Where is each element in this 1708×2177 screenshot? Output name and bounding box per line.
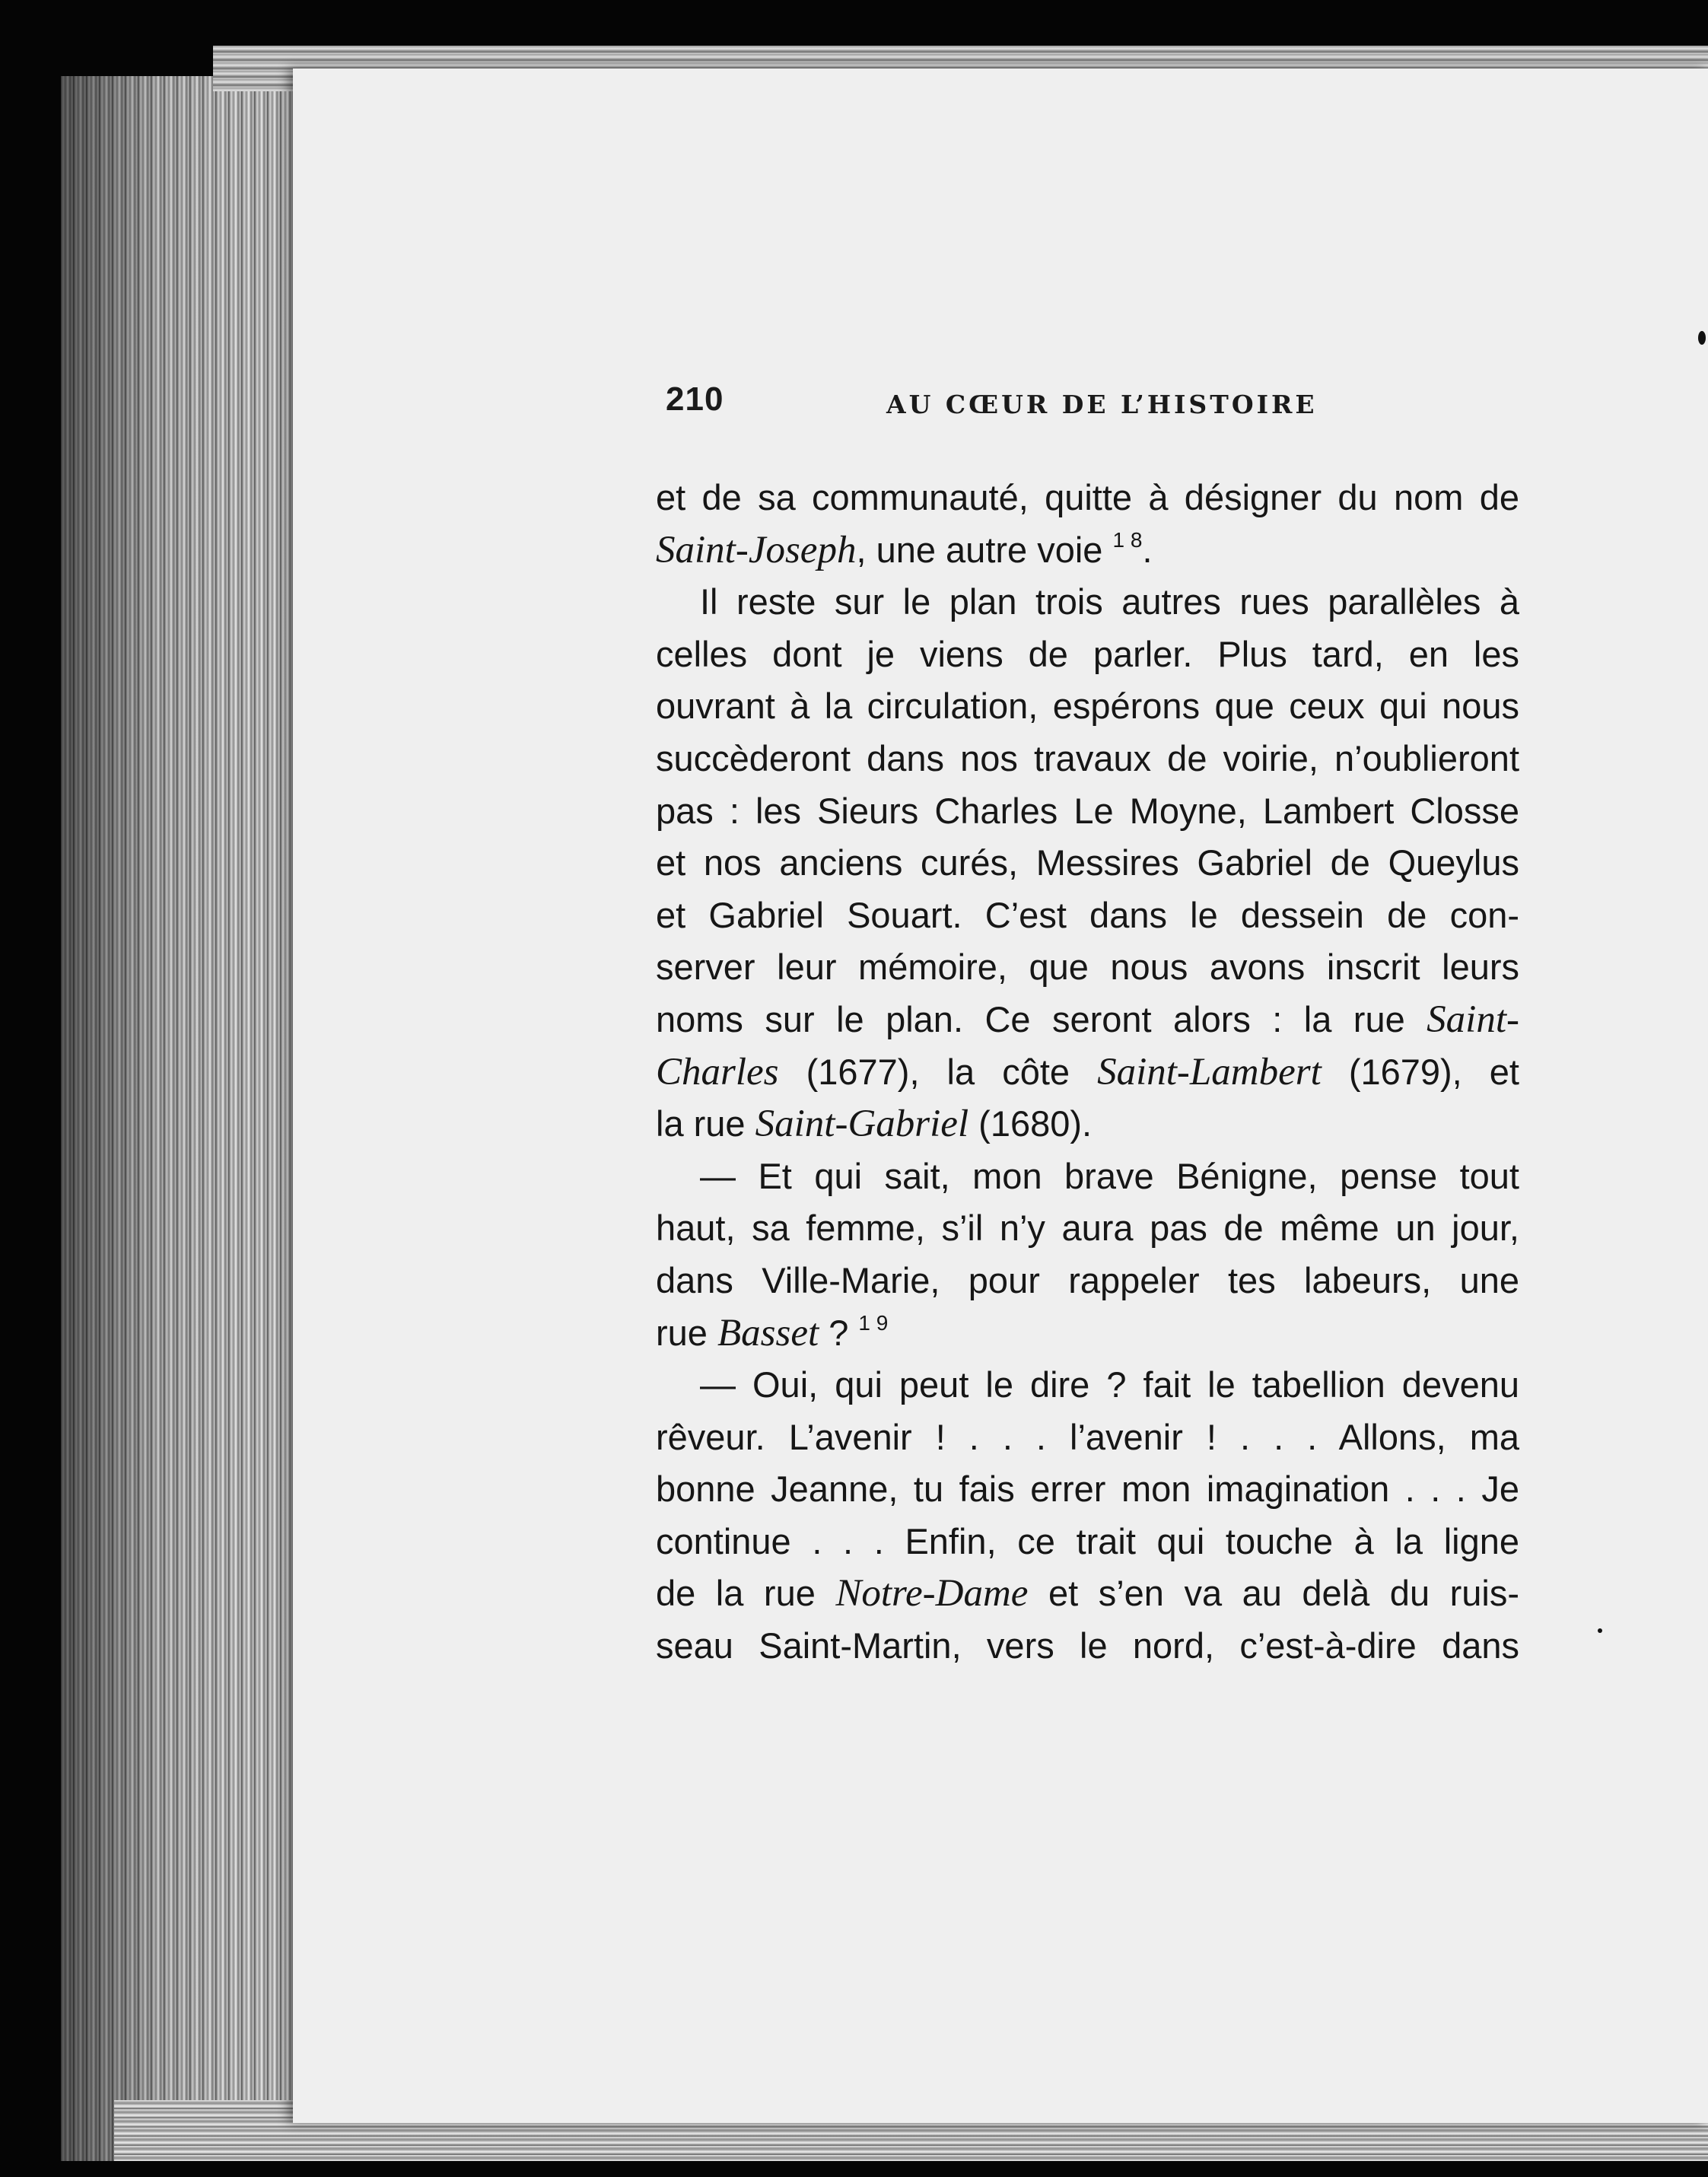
text-run: noms sur le plan. Ce seront alors : la rue xyxy=(656,998,1427,1039)
text-line xyxy=(656,1202,1519,1255)
text-line xyxy=(656,837,1519,890)
text-line xyxy=(656,1568,1519,1620)
text-line xyxy=(656,1255,1519,1307)
ink-speck xyxy=(1698,331,1706,345)
text-line xyxy=(656,1046,1519,1099)
text-run: rêveur. L’avenir ! . . . l’avenir ! . . . Allons, ma xyxy=(656,1416,1519,1457)
italic-street-name: Charles xyxy=(656,1050,779,1093)
text-run: haut, sa femme, s’il n’y aura pas de même un jour, xyxy=(656,1208,1519,1249)
text-run: celles dont je viens de parler. Plus tard, en les xyxy=(656,633,1519,674)
text-run: de la rue xyxy=(656,1573,836,1614)
text-run: server leur mémoire, que nous avons inscrit leurs xyxy=(656,947,1519,988)
text-line xyxy=(656,994,1519,1046)
text-line xyxy=(656,629,1519,681)
text-line xyxy=(656,576,1519,629)
text-run: ouvrant à la circulation, espérons que ceux qui nous xyxy=(656,686,1519,727)
running-title: AU CŒUR DE L’HISTOIRE xyxy=(886,390,1318,419)
text-run: rue xyxy=(656,1312,717,1353)
text-run: , une autre voie xyxy=(856,529,1113,570)
text-run: succèderont dans nos travaux de voirie, n’oublieront xyxy=(656,737,1519,778)
text-line xyxy=(656,1098,1519,1151)
text-run: . xyxy=(1142,529,1153,570)
text-line xyxy=(656,1463,1519,1516)
text-run: — Oui, qui peut le dire ? fait le tabellion devenu xyxy=(700,1364,1519,1405)
text-run: — Et qui sait, mon brave Bénigne, pense tout xyxy=(700,1155,1519,1196)
text-line xyxy=(656,680,1519,733)
text-run: Il reste sur le plan trois autres rues parallèles à xyxy=(700,581,1519,622)
text-run: dans Ville-Marie, pour rappeler tes labeurs, une xyxy=(656,1259,1519,1300)
text-line xyxy=(656,1359,1519,1412)
text-run: pas : les Sieurs Charles Le Moyne, Lambert Closse xyxy=(656,790,1519,831)
footnote-marker: 1 8 xyxy=(1112,527,1143,552)
text-run: ? xyxy=(819,1312,859,1353)
text-line xyxy=(656,1516,1519,1568)
italic-street-name: Saint-Joseph xyxy=(656,528,857,571)
text-line xyxy=(656,472,1519,524)
italic-street-name: Saint-Gabriel xyxy=(755,1103,969,1146)
text-line xyxy=(656,1412,1519,1464)
text-run: seau Saint-Martin, vers le nord, c’est-à-dire dans xyxy=(656,1625,1519,1666)
text-line xyxy=(656,524,1519,577)
text-run: (1677), la côte xyxy=(778,1051,1098,1092)
text-run: et Gabriel Souart. C’est dans le dessein de con- xyxy=(656,894,1519,935)
text-run: et s’en va au delà du ruis- xyxy=(1028,1573,1519,1614)
text-line xyxy=(656,1151,1519,1203)
text-run: et nos anciens curés, Messires Gabriel de Queylus xyxy=(656,842,1519,883)
text-run: continue . . . Enfin, ce trait qui touche à la ligne xyxy=(656,1520,1519,1561)
text-run: et de sa communauté, quitte à désigner du nom de xyxy=(656,477,1519,517)
page-number: 210 xyxy=(666,380,724,418)
text-line xyxy=(656,941,1519,994)
body-text xyxy=(656,472,1519,1673)
ink-speck xyxy=(1598,1628,1602,1633)
italic-street-name: Saint- xyxy=(1427,998,1519,1041)
italic-street-name: Notre-Dame xyxy=(835,1572,1029,1615)
text-run: bonne Jeanne, tu fais errer mon imagination . . . Je xyxy=(656,1469,1519,1510)
edge-shadow xyxy=(61,76,304,2161)
text-line xyxy=(656,1307,1519,1360)
text-line xyxy=(656,890,1519,942)
text-line xyxy=(656,733,1519,785)
text-run: la rue xyxy=(656,1103,755,1144)
text-run: (1679), et xyxy=(1321,1051,1519,1092)
running-head xyxy=(666,380,1518,426)
text-run: (1680). xyxy=(969,1103,1093,1144)
footnote-marker: 1 9 xyxy=(858,1310,889,1335)
text-line xyxy=(656,1620,1519,1673)
italic-street-name: Basset xyxy=(717,1311,819,1354)
italic-street-name: Saint-Lambert xyxy=(1097,1050,1322,1093)
text-line xyxy=(656,785,1519,838)
